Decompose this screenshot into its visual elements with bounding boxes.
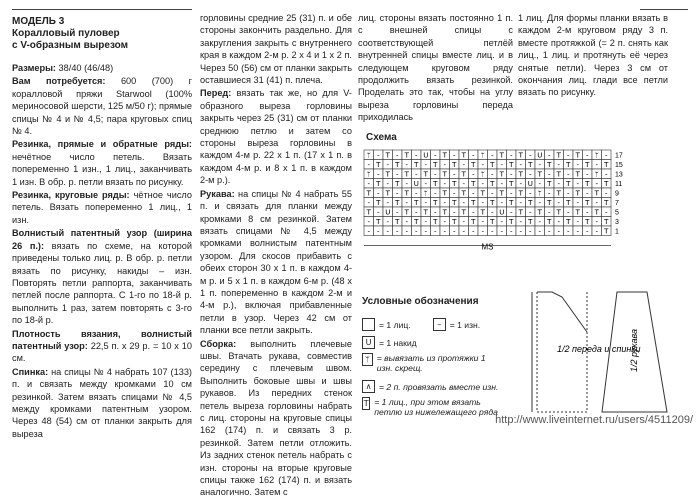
yarnover-symbol-icon: U <box>362 336 375 349</box>
row-number: 15 <box>615 162 623 169</box>
chart-symbol: - <box>500 227 504 236</box>
chart-symbol: - <box>528 170 532 179</box>
chart-symbol: T <box>528 161 533 169</box>
chart-symbol: T <box>385 151 390 160</box>
chart-symbol: - <box>528 151 532 160</box>
chart-symbol: T <box>452 218 457 226</box>
model-title-line1: Коралловый пуловер <box>12 28 120 39</box>
chart-symbol: - <box>386 227 390 236</box>
chart-symbol: T <box>490 161 495 169</box>
chart-symbol: U <box>385 208 391 217</box>
column-1 <box>12 12 192 441</box>
chart-symbol: T <box>461 170 466 179</box>
sleeve-label: 1/2 рукава <box>629 329 639 372</box>
chart-symbol: - <box>433 151 437 160</box>
chart-symbol: T <box>604 199 609 207</box>
chart-symbol: - <box>595 180 599 188</box>
chart-symbol: - <box>538 227 542 236</box>
chart-symbol: T <box>547 199 552 207</box>
chart-symbol: - <box>585 227 589 236</box>
chart-symbol: - <box>367 161 371 169</box>
chart-symbol: T <box>442 208 447 217</box>
chart-symbol: - <box>500 161 504 169</box>
chart-symbol: - <box>414 227 418 236</box>
chart-symbol: T <box>528 199 533 207</box>
chart-symbol: - <box>462 218 466 226</box>
row-number: 11 <box>615 181 623 188</box>
sleeve-para: Рукава: на спицы № 4 набрать 55 п. и связать для планки между кромками 8 см резинкой. Затем вязать спицами № 4,5 между кромками волнистым патентным узором. Для скосов прибавить с обеих сторон 30 х 1 п. в каждом 4-м р. и 5 х 1 п. в каждом 6-м р. (48 х 1 п. попеременно в каждом 2-м и 4-м р.), включая прибавленные петли в узор. Через 42 см от планки все петли закрыть. <box>200 188 352 336</box>
chart-symbol: T <box>461 189 466 198</box>
chart-symbol: - <box>386 161 390 169</box>
chart-symbol: T <box>414 161 419 169</box>
scheme-title: Схема <box>366 132 397 143</box>
chart-symbol: T <box>594 189 599 198</box>
chart-symbol: T <box>404 151 409 160</box>
chart-symbol: - <box>405 161 409 169</box>
chart-symbol: T <box>547 161 552 169</box>
chart-symbol: U <box>527 180 533 188</box>
chart-symbol: T <box>604 227 609 236</box>
chart-symbol: - <box>500 218 504 226</box>
chart-symbol: - <box>538 161 542 169</box>
chart-symbol: - <box>585 151 589 160</box>
chart-symbol: - <box>424 227 428 236</box>
chart-symbol: T <box>547 218 552 226</box>
chart-symbol: T <box>499 151 504 160</box>
chart-symbol: - <box>462 199 466 207</box>
chart-symbol: T <box>433 180 438 188</box>
chart-symbol: - <box>405 199 409 207</box>
chart-symbol: - <box>490 227 494 236</box>
chart-symbol: T <box>452 161 457 169</box>
chart-symbol: - <box>490 208 494 217</box>
chart-symbol: T <box>423 208 428 217</box>
chart-symbol: T <box>566 161 571 169</box>
column-3 <box>358 12 513 125</box>
sizes-para: Размеры: 38/40 (46/48) <box>12 63 114 73</box>
knitting-chart <box>362 148 662 258</box>
source-url: http://www.liveinternet.ru/users/4511209/ <box>495 414 693 426</box>
chart-symbol: - <box>509 151 513 160</box>
chart-symbol: - <box>490 170 494 179</box>
chart-symbol: T <box>585 161 590 169</box>
top-rule <box>12 9 192 10</box>
chart-symbol: - <box>557 180 561 188</box>
pattern-schematic <box>507 272 692 417</box>
chart-symbol: - <box>595 161 599 169</box>
chart-symbol: - <box>547 170 551 179</box>
chart-symbol: T <box>442 189 447 198</box>
chart-symbol: T <box>452 199 457 207</box>
chart-symbol: - <box>557 161 561 169</box>
chart-symbol: - <box>557 227 561 236</box>
legend-item-twisted: ᛘ = вывязать из протяжки 1 изн. скрещ. <box>362 353 502 373</box>
rib-round-para: Резинка, круговые ряды: чётное число петель. Вязать попеременно 1 лиц., 1 изн. <box>12 190 192 225</box>
legend-item-yarnover: U = 1 накид <box>362 336 417 349</box>
chart-symbol: T <box>423 170 428 179</box>
chart-symbol: - <box>386 199 390 207</box>
chart-symbol: T <box>366 189 371 198</box>
chart-symbol: ᛘ <box>537 189 542 198</box>
chart-symbol: T <box>452 180 457 188</box>
chart-symbol: T <box>509 180 514 188</box>
chart-symbol: - <box>595 227 599 236</box>
row-number: 7 <box>615 200 619 207</box>
chart-symbol: - <box>424 161 428 169</box>
chart-symbol: - <box>424 218 428 226</box>
chart-symbol: T <box>414 199 419 207</box>
chart-symbol: - <box>424 199 428 207</box>
chart-symbol: - <box>376 151 380 160</box>
chart-symbol: T <box>490 199 495 207</box>
chart-symbol: - <box>471 227 475 236</box>
chart-symbol: - <box>433 170 437 179</box>
chart-symbol: T <box>376 161 381 169</box>
front-para: Перед: вязать так же, но для V-образного выреза горловины закрыть через 25 (31) см от планки среднюю петлю и затем со стороны выреза горловины в каждом 4-м р. 22 х 1 п. (17 х 1 п. в каждом 4-м р. и 8 х 1 п. в каждом 2-м р.). <box>200 88 352 186</box>
chart-symbol: T <box>480 189 485 198</box>
chart-symbol: T <box>518 170 523 179</box>
chart-symbol: T <box>395 161 400 169</box>
chart-symbol: - <box>557 218 561 226</box>
chart-symbol: - <box>414 189 418 198</box>
chart-symbol: U <box>499 208 505 217</box>
chart-symbol: - <box>386 180 390 188</box>
chart-symbol: - <box>557 199 561 207</box>
twisted-symbol-icon: ᛘ <box>362 353 373 366</box>
chart-symbol: T <box>385 170 390 179</box>
chart-symbol: T <box>585 199 590 207</box>
chart-symbol: T <box>366 208 371 217</box>
chart-symbol: - <box>519 227 523 236</box>
chart-symbol: ᛘ <box>366 151 371 160</box>
chart-symbol: - <box>433 227 437 236</box>
chart-symbol: - <box>471 189 475 198</box>
chart-symbol: - <box>576 227 580 236</box>
chart-symbol: - <box>424 180 428 188</box>
legend-item-knit: = 1 лиц. – = 1 изн. <box>362 318 480 331</box>
chart-symbol: - <box>443 199 447 207</box>
chart-symbol: - <box>481 218 485 226</box>
chart-symbol: - <box>452 208 456 217</box>
chart-symbol: T <box>604 180 609 188</box>
chart-symbol: T <box>556 170 561 179</box>
chart-symbol: T <box>471 180 476 188</box>
chart-symbol: - <box>566 170 570 179</box>
chart-symbol: T <box>499 170 504 179</box>
chart-symbol: - <box>443 180 447 188</box>
chart-symbol: - <box>443 161 447 169</box>
legend-item-knit-below: T = 1 лиц., при этом вязать петлю из нижележащего ряда <box>363 397 498 417</box>
chart-symbol: - <box>471 151 475 160</box>
chart-symbol: T <box>385 189 390 198</box>
chart-symbol: ᛘ <box>366 170 371 179</box>
chart-symbol: T <box>490 218 495 226</box>
k2tog-symbol-icon: ∧ <box>362 380 375 393</box>
chart-symbol: T <box>461 208 466 217</box>
column-4 <box>518 12 668 100</box>
chart-symbol: T <box>442 170 447 179</box>
chart-symbol: - <box>509 170 513 179</box>
purl-symbol-icon: – <box>433 318 446 331</box>
chart-symbol: ᛘ <box>594 170 599 179</box>
chart-symbol: T <box>566 199 571 207</box>
chart-symbol: T <box>480 208 485 217</box>
chart-symbol: - <box>395 227 399 236</box>
chart-symbol: U <box>537 151 543 160</box>
rib-para: Резинка, прямые и обратные ряды: нечётное число петель. Вязать попеременно 1 изн., 1 лиц., заканчивать 1 изн. В обр. р. петли вязать по рисунку. <box>12 139 192 187</box>
assembly-para: Сборка: выполнить плечевые швы. Втачать рукава, совместив середину с плечевым швом. Выполнить боковые швы и швы рукавов. Из передних стенок петель выреза горловины набрать с лиц. стороны на круговые спицы 162 (174) п. и связать 3 р. резинкой. Затем петли отложить. Из задних стенок петель набрать с изн. стороны на вторые круговые спицы также 162 (174) п. и вязать аналогично. Затем с <box>200 338 352 498</box>
chart-symbol: - <box>490 189 494 198</box>
chart-symbol: - <box>462 180 466 188</box>
chart-symbol: - <box>519 161 523 169</box>
chart-symbol: - <box>547 151 551 160</box>
chart-symbol: T <box>404 208 409 217</box>
chart-symbol: T <box>575 170 580 179</box>
chart-symbol: T <box>499 189 504 198</box>
chart-symbol: - <box>519 218 523 226</box>
col4-para: 1 лиц. Для формы планки вязать в каждом 2-м круговом ряду 3 п. вместе протяжкой (= 2 п. снять как лиц., 1 лиц. и протянуть её через снятые петли). Через 3 см от окончания лиц. глади все петли вязать по рисунку. <box>518 13 668 98</box>
row-number: 13 <box>615 171 623 179</box>
chart-symbol: T <box>433 161 438 169</box>
chart-symbol: T <box>509 199 514 207</box>
chart-symbol: - <box>585 189 589 198</box>
chart-symbol: - <box>395 189 399 198</box>
chart-symbol: - <box>481 180 485 188</box>
chart-symbol: T <box>556 151 561 160</box>
chart-symbol: ᛘ <box>423 189 428 198</box>
density-para: Плотность вязания, волнистый патентный узор: 22,5 п. х 29 р. = 10 х 10 см. <box>12 328 192 364</box>
row-number: 3 <box>615 219 619 226</box>
chart-symbol: - <box>405 218 409 226</box>
chart-symbol: - <box>585 208 589 217</box>
chart-symbol: - <box>604 151 608 160</box>
chart-symbol: - <box>414 151 418 160</box>
chart-symbol: - <box>528 208 532 217</box>
chart-symbol: - <box>566 189 570 198</box>
chart-symbol: T <box>395 199 400 207</box>
chart-symbol: - <box>376 170 380 179</box>
chart-symbol: T <box>376 199 381 207</box>
col3-para: лиц. стороны вязать постоянно 1 п. с внешней спицы с соответствующей петлёй внутренней спицы вместе лиц. и в следующем круговом ряду продолжить вязать резинкой. Проделать это так, чтобы на углу выреза горловины переда приходилась <box>358 13 513 123</box>
model-title-line2: с V-образным вырезом <box>12 40 129 51</box>
chart-symbol: - <box>405 180 409 188</box>
chart-symbol: T <box>604 161 609 169</box>
chart-symbol: T <box>518 208 523 217</box>
chart-symbol: - <box>376 227 380 236</box>
chart-symbol: U <box>423 151 429 160</box>
chart-symbol: - <box>367 199 371 207</box>
back-para: Спинка: на спицы № 4 набрать 107 (133) п. и связать между кромками 10 см резинкой. Затем вязать спицами № 4,5 между кромками патентным узором. Через 48 (54) см от планки закрыть для выреза <box>12 366 192 439</box>
row-number: 1 <box>615 228 619 236</box>
neckline <box>537 292 587 332</box>
chart-symbol: - <box>566 208 570 217</box>
chart-symbol: - <box>462 227 466 236</box>
chart-symbol: - <box>490 151 494 160</box>
knit-below-symbol-icon: T <box>363 399 369 408</box>
chart-symbol: - <box>452 227 456 236</box>
chart-symbol: - <box>471 170 475 179</box>
chart-symbol: - <box>585 170 589 179</box>
chart-symbol: T <box>575 189 580 198</box>
chart-symbol: T <box>566 180 571 188</box>
chart-symbol: - <box>604 189 608 198</box>
ms-label: MS <box>481 242 494 252</box>
chart-symbol: T <box>556 189 561 198</box>
chart-symbol: - <box>433 189 437 198</box>
patent-para: Волнистый патентный узор (ширина 26 п.): вязать по схеме, на которой приведены только лиц. р. В обр. р. петли вязать по рисунку, накиды – изн. Повторять петли раппорта, заканчивать петлей после раппорта. С 1-го по 18-й р. выполнить 1 раз, затем повторять с 3-го по 18-й р. <box>12 228 193 326</box>
chart-symbol: - <box>538 180 542 188</box>
chart-symbol: - <box>395 170 399 179</box>
chart-symbol: T <box>518 189 523 198</box>
model-number: МОДЕЛЬ 3 <box>12 16 65 27</box>
chart-symbol: T <box>575 208 580 217</box>
chart-symbol: ᛘ <box>594 151 599 160</box>
chart-symbol: - <box>576 161 580 169</box>
chart-symbol: - <box>604 170 608 179</box>
chart-symbol: - <box>367 227 371 236</box>
chart-symbol: - <box>519 180 523 188</box>
chart-symbol: - <box>471 208 475 217</box>
chart-symbol: - <box>576 218 580 226</box>
chart-symbol: - <box>528 189 532 198</box>
chart-symbol: - <box>519 199 523 207</box>
chart-symbol: T <box>442 151 447 160</box>
chart-symbol: T <box>490 180 495 188</box>
chart-symbol: T <box>518 151 523 160</box>
chart-symbol: T <box>585 218 590 226</box>
chart-symbol: T <box>547 180 552 188</box>
chart-symbol: T <box>509 161 514 169</box>
chart-symbol: - <box>414 208 418 217</box>
row-number: 9 <box>615 190 619 198</box>
chart-symbol: - <box>500 180 504 188</box>
chart-symbol: - <box>566 227 570 236</box>
chart-symbol: - <box>528 227 532 236</box>
column-2 <box>200 12 352 500</box>
chart-symbol: T <box>471 218 476 226</box>
chart-symbol: - <box>481 199 485 207</box>
chart-symbol: T <box>566 218 571 226</box>
top-rule-right <box>640 9 688 10</box>
chart-symbol: T <box>537 208 542 217</box>
chart-symbol: - <box>481 161 485 169</box>
chart-symbol: - <box>452 189 456 198</box>
chart-symbol: - <box>414 170 418 179</box>
chart-symbol: T <box>509 218 514 226</box>
chart-symbol: - <box>595 199 599 207</box>
chart-symbol: - <box>481 227 485 236</box>
chart-symbol: - <box>576 180 580 188</box>
legend-title: Условные обозначения <box>362 296 479 307</box>
chart-symbol: - <box>538 199 542 207</box>
chart-symbol: T <box>414 218 419 226</box>
chart-symbol: T <box>594 208 599 217</box>
chart-symbol: - <box>443 227 447 236</box>
chart-symbol: T <box>471 199 476 207</box>
chart-symbol: - <box>376 208 380 217</box>
chart-symbol: - <box>395 151 399 160</box>
chart-symbol: T <box>404 170 409 179</box>
chart-symbol: - <box>604 208 608 217</box>
chart-symbol: T <box>395 180 400 188</box>
chart-symbol: T <box>404 189 409 198</box>
chart-symbol: T <box>585 180 590 188</box>
knit-symbol-icon <box>362 318 375 331</box>
chart-symbol: - <box>395 208 399 217</box>
chart-symbol: T <box>433 199 438 207</box>
chart-symbol: - <box>452 151 456 160</box>
chart-symbol: - <box>452 170 456 179</box>
chart-symbol: ᛘ <box>480 151 485 160</box>
chart-symbol: - <box>386 218 390 226</box>
chart-symbol: ᛘ <box>480 170 485 179</box>
chart-symbol: - <box>443 218 447 226</box>
chart-symbol: T <box>433 218 438 226</box>
legend-item-k2tog: ∧ = 2 п. провязать вместе изн. <box>362 380 498 393</box>
chart-symbol: - <box>509 189 513 198</box>
neck-para: горловины средние 25 (31) п. и обе стороны закончить раздельно. Для закругления закрыть с внутреннего края в каждом 2-м р. 2 х 4 и 1 х 2 п. Через 50 (56) см от планки закрыть оставшиеся 31 (41) п. плеча. <box>200 13 352 86</box>
chart-symbol: T <box>604 218 609 226</box>
chart-symbol: T <box>556 208 561 217</box>
chart-symbol: - <box>500 199 504 207</box>
chart-symbol: T <box>528 218 533 226</box>
chart-symbol: - <box>509 208 513 217</box>
chart-symbol: U <box>413 180 419 188</box>
row-number: 17 <box>615 152 623 160</box>
chart-symbol: - <box>462 161 466 169</box>
materials-para: Вам потребуется: 600 (700) г коралловой пряжи Starwool (100% мериносовой шерсти, 125 м/50 г); прямые спицы № 4 и № 4,5; пара круговых спиц № 4. <box>12 76 192 137</box>
row-number: 5 <box>615 209 619 217</box>
chart-symbol: T <box>376 180 381 188</box>
chart-symbol: T <box>461 151 466 160</box>
chart-symbol: - <box>547 208 551 217</box>
chart-symbol: - <box>367 180 371 188</box>
chart-symbol: T <box>537 170 542 179</box>
chart-symbol: T <box>471 161 476 169</box>
chart-symbol: - <box>547 189 551 198</box>
chart-symbol: T <box>376 218 381 226</box>
chart-symbol: - <box>433 208 437 217</box>
chart-symbol: - <box>509 227 513 236</box>
chart-symbol: - <box>547 227 551 236</box>
chart-symbol: - <box>576 199 580 207</box>
front-back-label: 1/2 переда и спинки <box>557 344 641 354</box>
chart-symbol: T <box>395 218 400 226</box>
chart-symbol: - <box>405 227 409 236</box>
chart-symbol: - <box>566 151 570 160</box>
chart-symbol: T <box>575 151 580 160</box>
chart-symbol: - <box>538 218 542 226</box>
chart-symbol: - <box>595 218 599 226</box>
chart-symbol: - <box>367 218 371 226</box>
chart-symbol: - <box>376 189 380 198</box>
